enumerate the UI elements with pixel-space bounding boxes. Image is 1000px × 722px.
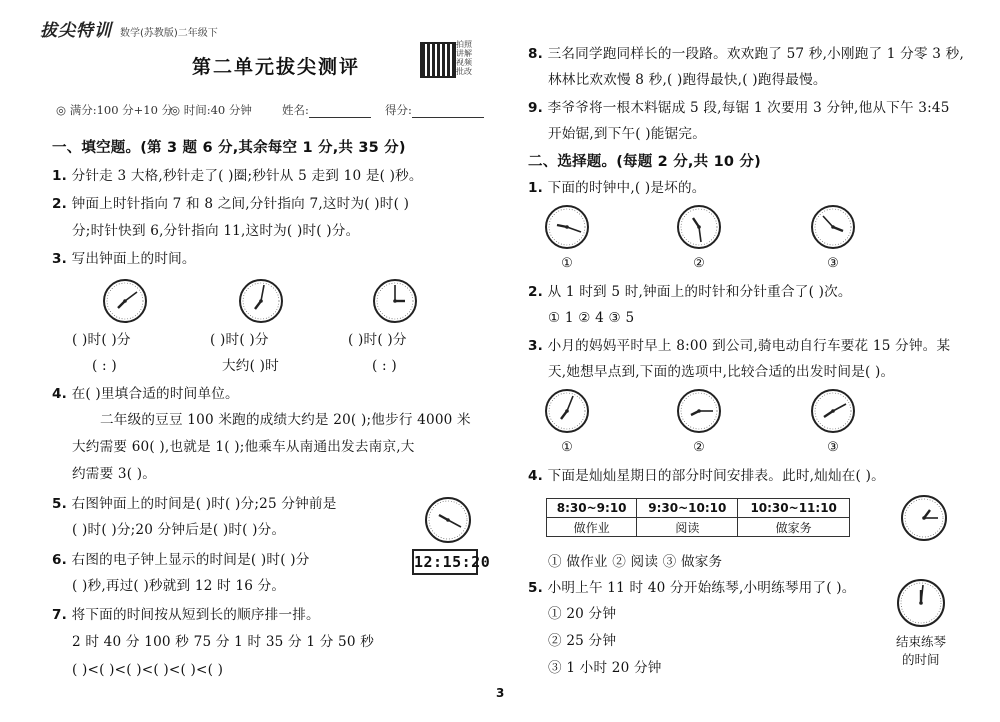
question-4-line1: 二年级的豆豆 100 米跑的成绩大约是 20( );他步行 4000 米 — [100, 412, 471, 428]
q-num: 2. — [52, 196, 68, 212]
table-cell: 阅读 — [637, 518, 738, 537]
clock-q3-c — [372, 278, 418, 324]
name-field[interactable] — [282, 102, 371, 118]
choice-4 — [528, 466, 885, 486]
clock-c3-c — [810, 388, 856, 434]
clock-c5 — [896, 578, 946, 628]
q-num: 3. — [52, 251, 68, 267]
option-label: ② — [693, 440, 705, 455]
choice-5-option-2: ② 25 分钟 — [548, 633, 617, 649]
question-9-line2: 开始锯,到下午( )能锯完。 — [548, 126, 706, 142]
clock-q5 — [424, 496, 472, 544]
table-cell: 10:30~11:10 — [738, 499, 850, 518]
section-fill-blank: 一、填空题。(第 3 题 6 分,其余每空 1 分,共 35 分) — [52, 140, 406, 156]
q-num: 3. — [528, 338, 544, 354]
q-text: 分针走 3 大格,秒针走了( )圈;秒针从 5 走到 10 是( )秒。 — [71, 168, 423, 184]
option-label: ① — [561, 256, 573, 271]
q-text: 李爷爷将一根木料锯成 5 段,每锯 1 次要用 3 分钟,他从下午 3:45 — [547, 100, 950, 116]
choice-5-option-3: ③ 1 小时 20 分钟 — [548, 660, 662, 676]
score-field[interactable] — [385, 102, 484, 118]
question-4-line3: 约需要 3( )。 — [72, 466, 157, 482]
q-text: 小月的妈妈平时早上 8:00 到公司,骑电动自行车要花 15 分钟。某 — [547, 338, 951, 354]
page-title: 第二单元拔尖测评 — [192, 56, 361, 78]
clock-q3-a — [102, 278, 148, 324]
choice-5-option-1: ① 20 分钟 — [548, 606, 617, 622]
q-num: 5. — [528, 580, 544, 596]
clock-caption-2: 的时间 — [902, 652, 940, 667]
option-label: ② — [693, 256, 705, 271]
q-num: 1. — [528, 180, 544, 196]
clock-c4 — [900, 494, 948, 542]
clock-c1-a — [544, 204, 590, 250]
time-limit: ◎ 时间:40 分钟 — [170, 103, 252, 117]
question-7 — [52, 605, 320, 625]
table-row — [547, 499, 850, 518]
q-text: 钟面上时针指向 7 和 8 之间,分针指向 7,这时为( )时( ) — [71, 196, 410, 212]
clock-c1-b — [676, 204, 722, 250]
question-7-order: ( )<( )<( )<( )<( )<( ) — [72, 662, 224, 678]
question-7-items: 2 时 40 分 100 秒 75 分 1 时 35 分 1 分 50 秒 — [72, 634, 375, 650]
question-6-line2: ( )秒,再过( )秒就到 12 时 16 分。 — [72, 578, 286, 594]
table-cell: 做家务 — [738, 518, 850, 537]
choice-1 — [528, 178, 706, 198]
q-text: 下面的时钟中,( )是坏的。 — [547, 180, 706, 196]
q-text: 从 1 时到 5 时,钟面上的时针和分针重合了( )次。 — [547, 284, 852, 300]
table-cell: 做作业 — [547, 518, 637, 537]
q3-answer-5: 大约( )时 — [222, 358, 279, 374]
q-text: 将下面的时间按从短到长的顺序排一排。 — [71, 607, 320, 623]
clock-caption-1: 结束练琴 — [896, 634, 947, 649]
question-1 — [52, 166, 423, 186]
page-number: 3 — [496, 686, 505, 700]
schedule-table — [546, 498, 850, 537]
question-6-line1 — [52, 550, 310, 570]
question-2-line1 — [52, 194, 409, 214]
question-8-line1 — [528, 44, 964, 64]
question-9-line1 — [528, 98, 950, 118]
q-num: 6. — [52, 552, 68, 568]
q-text: 三名同学跑同样长的一段路。欢欢跑了 57 秒,小刚跑了 1 分零 3 秒, — [547, 46, 964, 62]
clock-c3-b — [676, 388, 722, 434]
brand-logo: 拔尖特训 — [40, 21, 112, 41]
qr-code — [420, 42, 456, 78]
choice-5 — [528, 578, 856, 598]
q-num: 7. — [52, 607, 68, 623]
q-text: 在( )里填合适的时间单位。 — [71, 386, 239, 402]
q-num: 8. — [528, 46, 544, 62]
clock-c3-a — [544, 388, 590, 434]
q-text: 写出钟面上的时间。 — [71, 251, 196, 267]
q-num: 4. — [528, 468, 544, 484]
full-score: ◎ 满分:100 分+10 分 — [56, 103, 174, 117]
name-label: 姓名: — [282, 103, 309, 117]
choice-2-options: ① 1 ② 4 ③ 5 — [548, 310, 635, 326]
q-text: 右图的电子钟上显示的时间是( )时( )分 — [71, 552, 310, 568]
book-subtitle: 数学(苏教版)二年级下 — [120, 28, 218, 39]
table-cell: 8:30~9:10 — [547, 499, 637, 518]
question-3 — [52, 249, 196, 269]
q3-answer-4: ( : ) — [92, 358, 117, 374]
question-5-line2: ( )时( )分;20 分钟后是( )时( )分。 — [72, 522, 286, 538]
score-label: 得分: — [385, 103, 412, 117]
q3-answer-6: ( : ) — [372, 358, 397, 374]
q-num: 9. — [528, 100, 544, 116]
question-4-line2: 大约需要 60( ),也就是 1( );他乘车从南通出发去南京,大 — [72, 439, 415, 455]
option-label: ① — [561, 440, 573, 455]
q-num: 1. — [52, 168, 68, 184]
clock-q3-b — [238, 278, 284, 324]
q-text: 右图钟面上的时间是( )时( )分;25 分钟前是 — [71, 496, 337, 512]
option-label: ③ — [827, 440, 839, 455]
section-multiple-choice: 二、选择题。(每题 2 分,共 10 分) — [528, 154, 761, 170]
qr-caption: 拍照讲解视频批改 — [456, 40, 472, 76]
q-text: 小明上午 11 时 40 分开始练琴,小明练琴用了( )。 — [547, 580, 856, 596]
question-2-line2: 分;时针快到 6,分针指向 11,这时为( )时( )分。 — [72, 223, 360, 239]
q3-answer-2: ( )时( )分 — [210, 332, 269, 348]
question-4 — [52, 384, 239, 404]
choice-3-line2: 天,她想早点到,下面的选项中,比较合适的出发时间是( )。 — [548, 364, 895, 380]
choice-4-options: ① 做作业 ② 阅读 ③ 做家务 — [548, 554, 723, 570]
question-5-line1 — [52, 494, 337, 514]
choice-3-line1 — [528, 336, 950, 356]
q3-answer-3: ( )时( )分 — [348, 332, 407, 348]
option-label: ③ — [827, 256, 839, 271]
q-num: 4. — [52, 386, 68, 402]
q-num: 2. — [528, 284, 544, 300]
q-text: 下面是灿灿星期日的部分时间安排表。此时,灿灿在( )。 — [547, 468, 885, 484]
q3-answer-1: ( )时( )分 — [72, 332, 131, 348]
table-cell: 9:30~10:10 — [637, 499, 738, 518]
clock-c1-c — [810, 204, 856, 250]
table-row — [547, 518, 850, 537]
digital-clock: 12:15:20 — [412, 549, 478, 575]
q-num: 5. — [52, 496, 68, 512]
choice-2 — [528, 282, 852, 302]
question-8-line2: 林林比欢欢慢 8 秒,( )跑得最快,( )跑得最慢。 — [548, 72, 827, 88]
